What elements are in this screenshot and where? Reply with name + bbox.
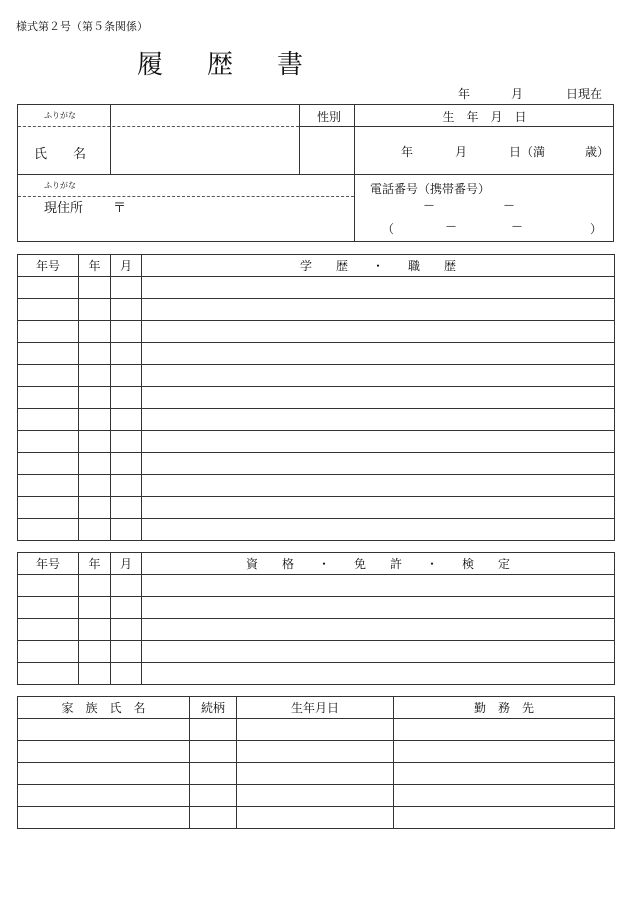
paren-open: （ [382,222,395,236]
family-birthdate-cell[interactable] [237,807,394,829]
license-header-era: 年号 [18,553,79,575]
history-content-cell[interactable] [142,387,615,409]
family-name-cell[interactable] [18,741,190,763]
history-year-cell[interactable] [79,343,111,365]
license-month-cell[interactable] [111,597,142,619]
family-birthdate-cell[interactable] [237,763,394,785]
family-header-birthdate: 生年月日 [237,697,394,719]
history-content-cell[interactable] [142,299,615,321]
history-header-era: 年号 [18,255,79,277]
personal-info-box [17,104,614,242]
license-month-cell[interactable] [111,619,142,641]
history-content-cell[interactable] [142,277,615,299]
family-name-cell[interactable] [18,763,190,785]
history-month-cell[interactable] [111,387,142,409]
table-row [18,365,615,387]
history-month-cell[interactable] [111,299,142,321]
as-of-day: 日現在 [566,87,603,101]
postal-mark: 〒 [113,201,127,216]
family-header-workplace: 勤 務 先 [394,697,615,719]
history-header-month: 月 [111,255,142,277]
family-workplace-cell[interactable] [394,741,615,763]
family-relation-cell[interactable] [190,807,237,829]
history-content-cell[interactable] [142,519,615,541]
history-era-cell[interactable] [18,519,79,541]
license-month-cell[interactable] [111,663,142,685]
family-workplace-cell[interactable] [394,785,615,807]
history-era-cell[interactable] [18,453,79,475]
license-era-cell[interactable] [18,663,79,685]
table-row [18,409,615,431]
phone-dash-2: — [504,200,514,211]
phone-label: 電話番号（携帯番号） [370,182,491,196]
table-row [18,807,615,829]
birth-day-age: 日（満 [509,145,546,159]
family-birthdate-cell[interactable] [237,719,394,741]
history-era-cell[interactable] [18,409,79,431]
history-era-cell[interactable] [18,277,79,299]
history-era-cell[interactable] [18,321,79,343]
history-content-cell[interactable] [142,409,615,431]
history-content-cell[interactable] [142,343,615,365]
history-year-cell[interactable] [79,519,111,541]
license-era-cell[interactable] [18,619,79,641]
family-name-cell[interactable] [18,785,190,807]
history-month-cell[interactable] [111,343,142,365]
history-year-cell[interactable] [79,387,111,409]
license-month-cell[interactable] [111,641,142,663]
table-row [18,597,615,619]
history-month-cell[interactable] [111,365,142,387]
address-label: 現住所 [44,201,84,216]
birth-label: 生 年 月 日 [442,110,527,124]
table-row [18,343,615,365]
table-row [18,431,615,453]
history-era-cell[interactable] [18,497,79,519]
table-row [18,475,615,497]
paren-dash-1: — [446,221,456,232]
history-header-content: 学 歴 ・ 職 歴 [142,255,615,277]
family-header-name: 家 族 氏 名 [18,697,190,719]
license-content-cell[interactable] [142,641,615,663]
table-row [18,453,615,475]
table-row [18,575,615,597]
history-era-cell[interactable] [18,475,79,497]
license-content-cell[interactable] [142,663,615,685]
family-workplace-cell[interactable] [394,719,615,741]
table-row [18,519,615,541]
family-header-row [18,697,615,719]
history-month-cell[interactable] [111,497,142,519]
history-year-cell[interactable] [79,475,111,497]
history-month-cell[interactable] [111,475,142,497]
table-row [18,387,615,409]
license-content-cell[interactable] [142,619,615,641]
license-year-cell[interactable] [79,619,111,641]
license-era-cell[interactable] [18,641,79,663]
gender-label: 性別 [316,110,341,124]
history-month-cell[interactable] [111,453,142,475]
paren-dash-2: — [512,221,522,232]
license-era-cell[interactable] [18,597,79,619]
license-content-cell[interactable] [142,597,615,619]
table-row [18,719,615,741]
history-content-cell[interactable] [142,475,615,497]
history-year-cell[interactable] [79,453,111,475]
history-month-cell[interactable] [111,321,142,343]
license-month-cell[interactable] [111,575,142,597]
history-content-cell[interactable] [142,321,615,343]
birth-year: 年 [401,145,414,159]
phone-dash-1: — [424,200,434,211]
history-header-row [18,255,615,277]
table-row [18,277,615,299]
history-year-cell[interactable] [79,365,111,387]
license-header-content: 資 格 ・ 免 許 ・ 検 定 [142,553,615,575]
history-year-cell[interactable] [79,277,111,299]
license-header-month: 月 [111,553,142,575]
history-month-cell[interactable] [111,431,142,453]
history-year-cell[interactable] [79,497,111,519]
history-month-cell[interactable] [111,519,142,541]
table-row [18,321,615,343]
history-era-cell[interactable] [18,431,79,453]
license-table [17,552,615,685]
age-unit: 歳） [585,145,610,159]
license-year-cell[interactable] [79,641,111,663]
as-of-year: 年 [458,87,471,101]
furigana-label-2: ふりがな [44,181,76,190]
family-workplace-cell[interactable] [394,807,615,829]
family-birthdate-cell[interactable] [237,785,394,807]
history-table [17,254,615,541]
family-relation-cell[interactable] [190,741,237,763]
table-row [18,619,615,641]
history-header-year: 年 [79,255,111,277]
page-title: 履歴書 [137,50,348,80]
history-content-cell[interactable] [142,453,615,475]
table-row [18,641,615,663]
table-row [18,741,615,763]
history-year-cell[interactable] [79,299,111,321]
birth-month: 月 [455,145,468,159]
family-header-relation: 続柄 [190,697,237,719]
table-row [18,663,615,685]
form-number: 様式第２号（第５条関係） [16,20,148,33]
family-workplace-cell[interactable] [394,763,615,785]
as-of-month: 月 [511,87,524,101]
history-year-cell[interactable] [79,321,111,343]
table-row [18,785,615,807]
history-year-cell[interactable] [79,409,111,431]
license-header-year: 年 [79,553,111,575]
history-era-cell[interactable] [18,299,79,321]
family-name-cell[interactable] [18,807,190,829]
license-year-cell[interactable] [79,597,111,619]
table-row [18,497,615,519]
family-table [17,696,615,829]
family-relation-cell[interactable] [190,763,237,785]
family-name-cell[interactable] [18,719,190,741]
license-content-cell[interactable] [142,575,615,597]
family-relation-cell[interactable] [190,785,237,807]
license-header-row [18,553,615,575]
history-content-cell[interactable] [142,365,615,387]
history-month-cell[interactable] [111,409,142,431]
license-era-cell[interactable] [18,575,79,597]
history-era-cell[interactable] [18,365,79,387]
furigana-label: ふりがな [44,111,76,120]
history-year-cell[interactable] [79,431,111,453]
history-era-cell[interactable] [18,387,79,409]
table-row [18,763,615,785]
paren-close: ） [590,222,603,236]
table-row [18,299,615,321]
license-year-cell[interactable] [79,575,111,597]
history-month-cell[interactable] [111,277,142,299]
history-era-cell[interactable] [18,343,79,365]
history-content-cell[interactable] [142,431,615,453]
name-label: 氏 名 [34,147,87,162]
license-year-cell[interactable] [79,663,111,685]
history-content-cell[interactable] [142,497,615,519]
family-relation-cell[interactable] [190,719,237,741]
family-birthdate-cell[interactable] [237,741,394,763]
